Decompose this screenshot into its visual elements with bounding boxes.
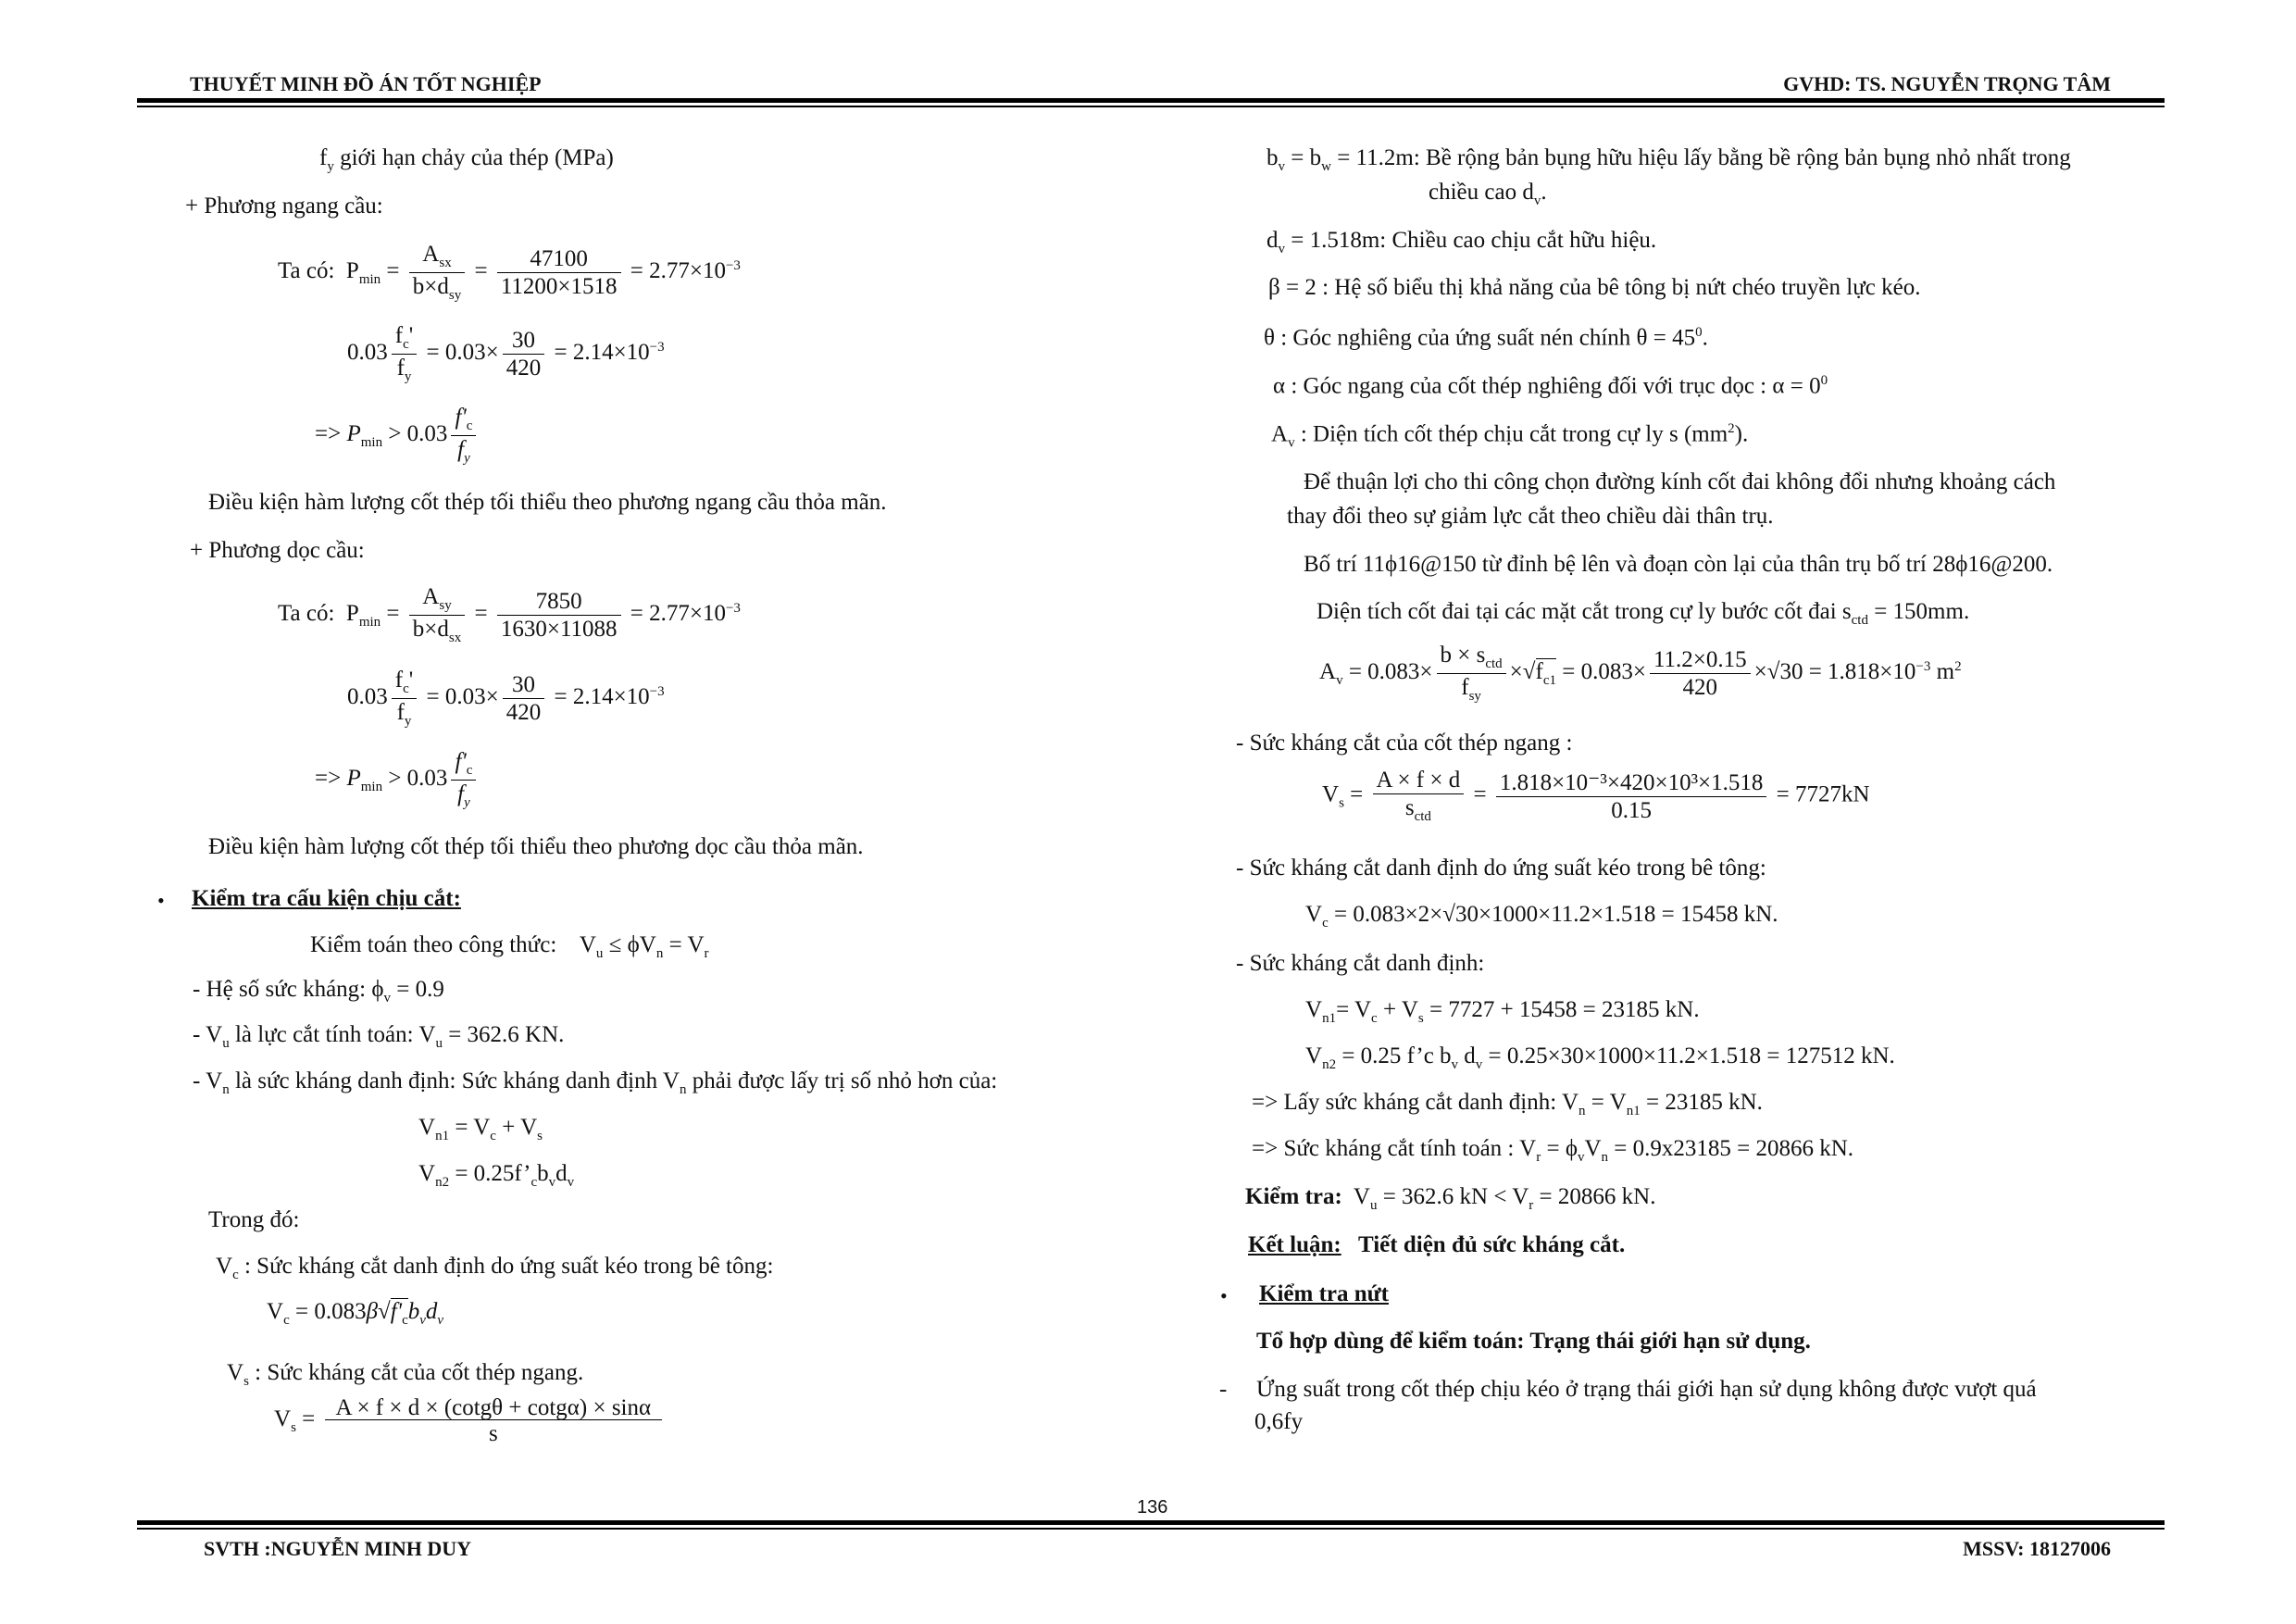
vc-formula: $V_c = 0.083\beta√f'_cb_vd_v$ bbox=[267, 1299, 444, 1328]
vs-formula: $V_s$ = $\frac{A \times f \times d \times (\cot g\theta + \cot g\alpha) \times \sin\alpha}{s}$ bbox=[274, 1396, 666, 1445]
page-number: 136 bbox=[1137, 1497, 1168, 1518]
vs-calc: $V_s$ = $\frac{A \times f \times d}{s_{ctd}}$ = $\frac{\text{1.818×10⁻³×420×10³×1.518}}{0.15}$ = 7727kN bbox=[1322, 768, 1870, 824]
fy-note: $f_y$ giới hạn chảy của thép (MPa) bbox=[319, 145, 614, 174]
beta-def: β = 2 : Hệ số biểu thị khả năng của bê tông bị nứt chéo truyền lực kéo. bbox=[1268, 275, 1921, 300]
theta-def: θ : Góc nghiêng của ứng suất nén chính $\theta = 45^0$. bbox=[1264, 325, 1708, 351]
phi-line: - Hệ số sức kháng: $\phi_v = 0.9$ bbox=[193, 977, 444, 1006]
ngang-pmin-eq: Ta có: $P_{min}$ = $\frac{A_{sx}}{b\times d_{sy}}$ = $\frac{47100}{11200\times 1518}$ = $2.77\times 10^{-3}$ bbox=[278, 242, 741, 303]
vc-def: $V_c$ : Sức kháng cắt danh định do ứng suất kéo trong bê tông: bbox=[216, 1254, 774, 1282]
footer-rule bbox=[137, 1520, 2165, 1525]
crack-section-title: Kiểm tra nứt bbox=[1259, 1281, 1389, 1306]
ung-suat-line2: 0,6fy bbox=[1254, 1409, 1304, 1434]
bullet-icon: • bbox=[157, 889, 165, 912]
dien-tich: Diện tích cốt đai tại các mặt cắt trong cự ly bước cốt đai $s_{ctd} = 150mm$. bbox=[1316, 599, 1970, 628]
bullet-icon: • bbox=[1220, 1284, 1228, 1307]
vc-title: - Sức kháng cắt danh định do ứng suất kéo trong bê tông: bbox=[1236, 856, 1766, 881]
lay-line: => Lấy sức kháng cắt danh định: $V_n = V_{n1} = 23185$ kN. bbox=[1252, 1090, 1763, 1118]
doc-title: + Phương dọc cầu: bbox=[190, 538, 365, 563]
ngang-title: + Phương ngang cầu: bbox=[185, 194, 383, 219]
doc-ok: Điều kiện hàm lượng cốt thép tối thiểu theo phương dọc cầu thỏa mãn. bbox=[208, 834, 864, 859]
footer-student-id: MSSV: 18127006 bbox=[1963, 1537, 2111, 1560]
to-hop-line: Tổ hợp dùng để kiểm toán: Trạng thái giới hạn sử dụng. bbox=[1256, 1329, 1811, 1354]
alpha-def: α : Góc ngang của cốt thép nghiêng đối với trục dọc : $\alpha = 0^0$ bbox=[1273, 373, 1828, 399]
para-1b: thay đổi theo sự giảm lực cắt theo chiều dài thân trụ. bbox=[1287, 504, 1774, 529]
para-1a: Để thuận lợi cho thi công chọn đường kính cốt đai không đổi nhưng khoảng cách bbox=[1304, 469, 2056, 494]
header-supervisor: GVHD: TS. NGUYỄN TRỌNG TÂM bbox=[1783, 72, 2111, 95]
ngang-compare: => $P_{min} > 0.03$ $\frac{f'_c}{f_y}$ bbox=[315, 406, 480, 466]
tinh-line: => Sức kháng cắt tính toán : $V_r = \phi_vV_n = 0.9x23185 = 20866$ kN. bbox=[1252, 1136, 1854, 1165]
vn-title: - Sức kháng cắt danh định: bbox=[1236, 951, 1485, 976]
vn1-calc: $V_{n1}= V_c + V_s = 7727 + 15458 = 23185$ kN. bbox=[1305, 997, 1700, 1026]
vn2-calc: $V_{n2} = 0.25$ f’c $b_v$ $d_v = 0.25\times 30\times 1000\times 11.2\times 1.518 = 127512$ kN. bbox=[1305, 1043, 1895, 1072]
shear-formula: Kiểm toán theo công thức: $V_u \le \phi V_n = V_r$ bbox=[310, 932, 709, 961]
ngang-ratio-eq: 0.03 $\frac{f_c'}{f_y}$ = 0.03× $\frac{30}{420}$ = $2.14\times 10^{-3}$ bbox=[347, 323, 665, 384]
vs-def: $V_s$ : Sức kháng cắt của cốt thép ngang. bbox=[227, 1360, 584, 1389]
header-title: THUYẾT MINH ĐỒ ÁN TỐT NGHIỆP bbox=[190, 72, 542, 95]
header-rule-thin bbox=[137, 106, 2165, 107]
vs-title: - Sức kháng cắt của cốt thép ngang : bbox=[1236, 731, 1573, 756]
ngang-ok: Điều kiện hàm lượng cốt thép tối thiểu theo phương ngang cầu thỏa mãn. bbox=[208, 490, 887, 515]
vn1-formula: $V_{n1} = V_c + V_s$ bbox=[418, 1115, 543, 1143]
av-formula: $A_v = 0.083\times$ $\frac{b \times s_{ctd}}{f_{sy}}$ $\times√f_{c1} = 0.083\times$ $\frac{11.2\times 0.15}{420}$ $\times√30 = 1.818\times 10^{-3}$ $m^2$ bbox=[1319, 643, 1962, 704]
ket-luan-line: Kết luận: Tiết diện đủ sức kháng cắt. bbox=[1248, 1232, 1626, 1257]
kiem-tra-line: Kiểm tra: $V_u = 362.6$ kN < $V_r = 20866$ kN. bbox=[1245, 1184, 1656, 1213]
ung-suat-dash: - bbox=[1219, 1377, 1228, 1402]
vn-line: - $V_n$ là sức kháng danh định: Sức kháng danh định $V_n$ phải được lấy trị số nhỏ hơn của: bbox=[193, 1068, 998, 1097]
footer-student: SVTH :NGUYỄN MINH DUY bbox=[204, 1537, 472, 1560]
vn2-formula: $V_{n2}$ = $0.25f’_cb_vd_v$ bbox=[418, 1161, 575, 1190]
header-rule bbox=[137, 98, 2165, 103]
shear-section-title: Kiểm tra cấu kiện chịu cắt: bbox=[192, 886, 461, 911]
vc-calc: $V_c = 0.083\times 2\times√30\times 1000\times 11.2\times 1.518 = 15458$ kN. bbox=[1305, 902, 1778, 931]
av-def: $A_v$ : Diện tích cốt thép chịu cắt trong cự ly s $(mm^2)$. bbox=[1271, 421, 1749, 451]
dv-def: $d_v = 1.518m$: Chiều cao chịu cắt hữu hiệu. bbox=[1267, 228, 1657, 256]
footer-rule-thin bbox=[137, 1528, 2165, 1530]
trong-do: Trong đó: bbox=[208, 1207, 300, 1232]
bo-tri: Bố trí 11ϕ16@150 từ đỉnh bệ lên và đoạn còn lại của thân trụ bố trí 28ϕ16@200. bbox=[1304, 552, 2053, 577]
doc-pmin-eq: Ta có: $P_{min}$ = $\frac{A_{sy}}{b\times d_{sx}}$ = $\frac{7850}{1630\times 11088}$ = $2.77\times 10^{-3}$ bbox=[278, 584, 741, 645]
bv-def-cont: chiều cao $d_v$. bbox=[1429, 180, 1547, 208]
doc-compare: => $P_{min} > 0.03$ $\frac{f'_c}{f_y}$ bbox=[315, 750, 480, 810]
doc-ratio-eq: 0.03 $\frac{f_c'}{f_y}$ = 0.03× $\frac{30}{420}$ = $2.14\times 10^{-3}$ bbox=[347, 668, 665, 729]
bv-def: $b_v = b_w = 11.2m$: Bề rộng bản bụng hữu hiệu lấy bằng bề rộng bản bụng nhỏ nhất trong bbox=[1267, 145, 2071, 174]
vu-line: - $V_u$ là lực cắt tính toán: $V_u = 362.6$ KN. bbox=[193, 1022, 565, 1051]
ung-suat-line1: Ứng suất trong cốt thép chịu kéo ở trạng thái giới hạn sử dụng không được vượt quá bbox=[1256, 1377, 2037, 1402]
